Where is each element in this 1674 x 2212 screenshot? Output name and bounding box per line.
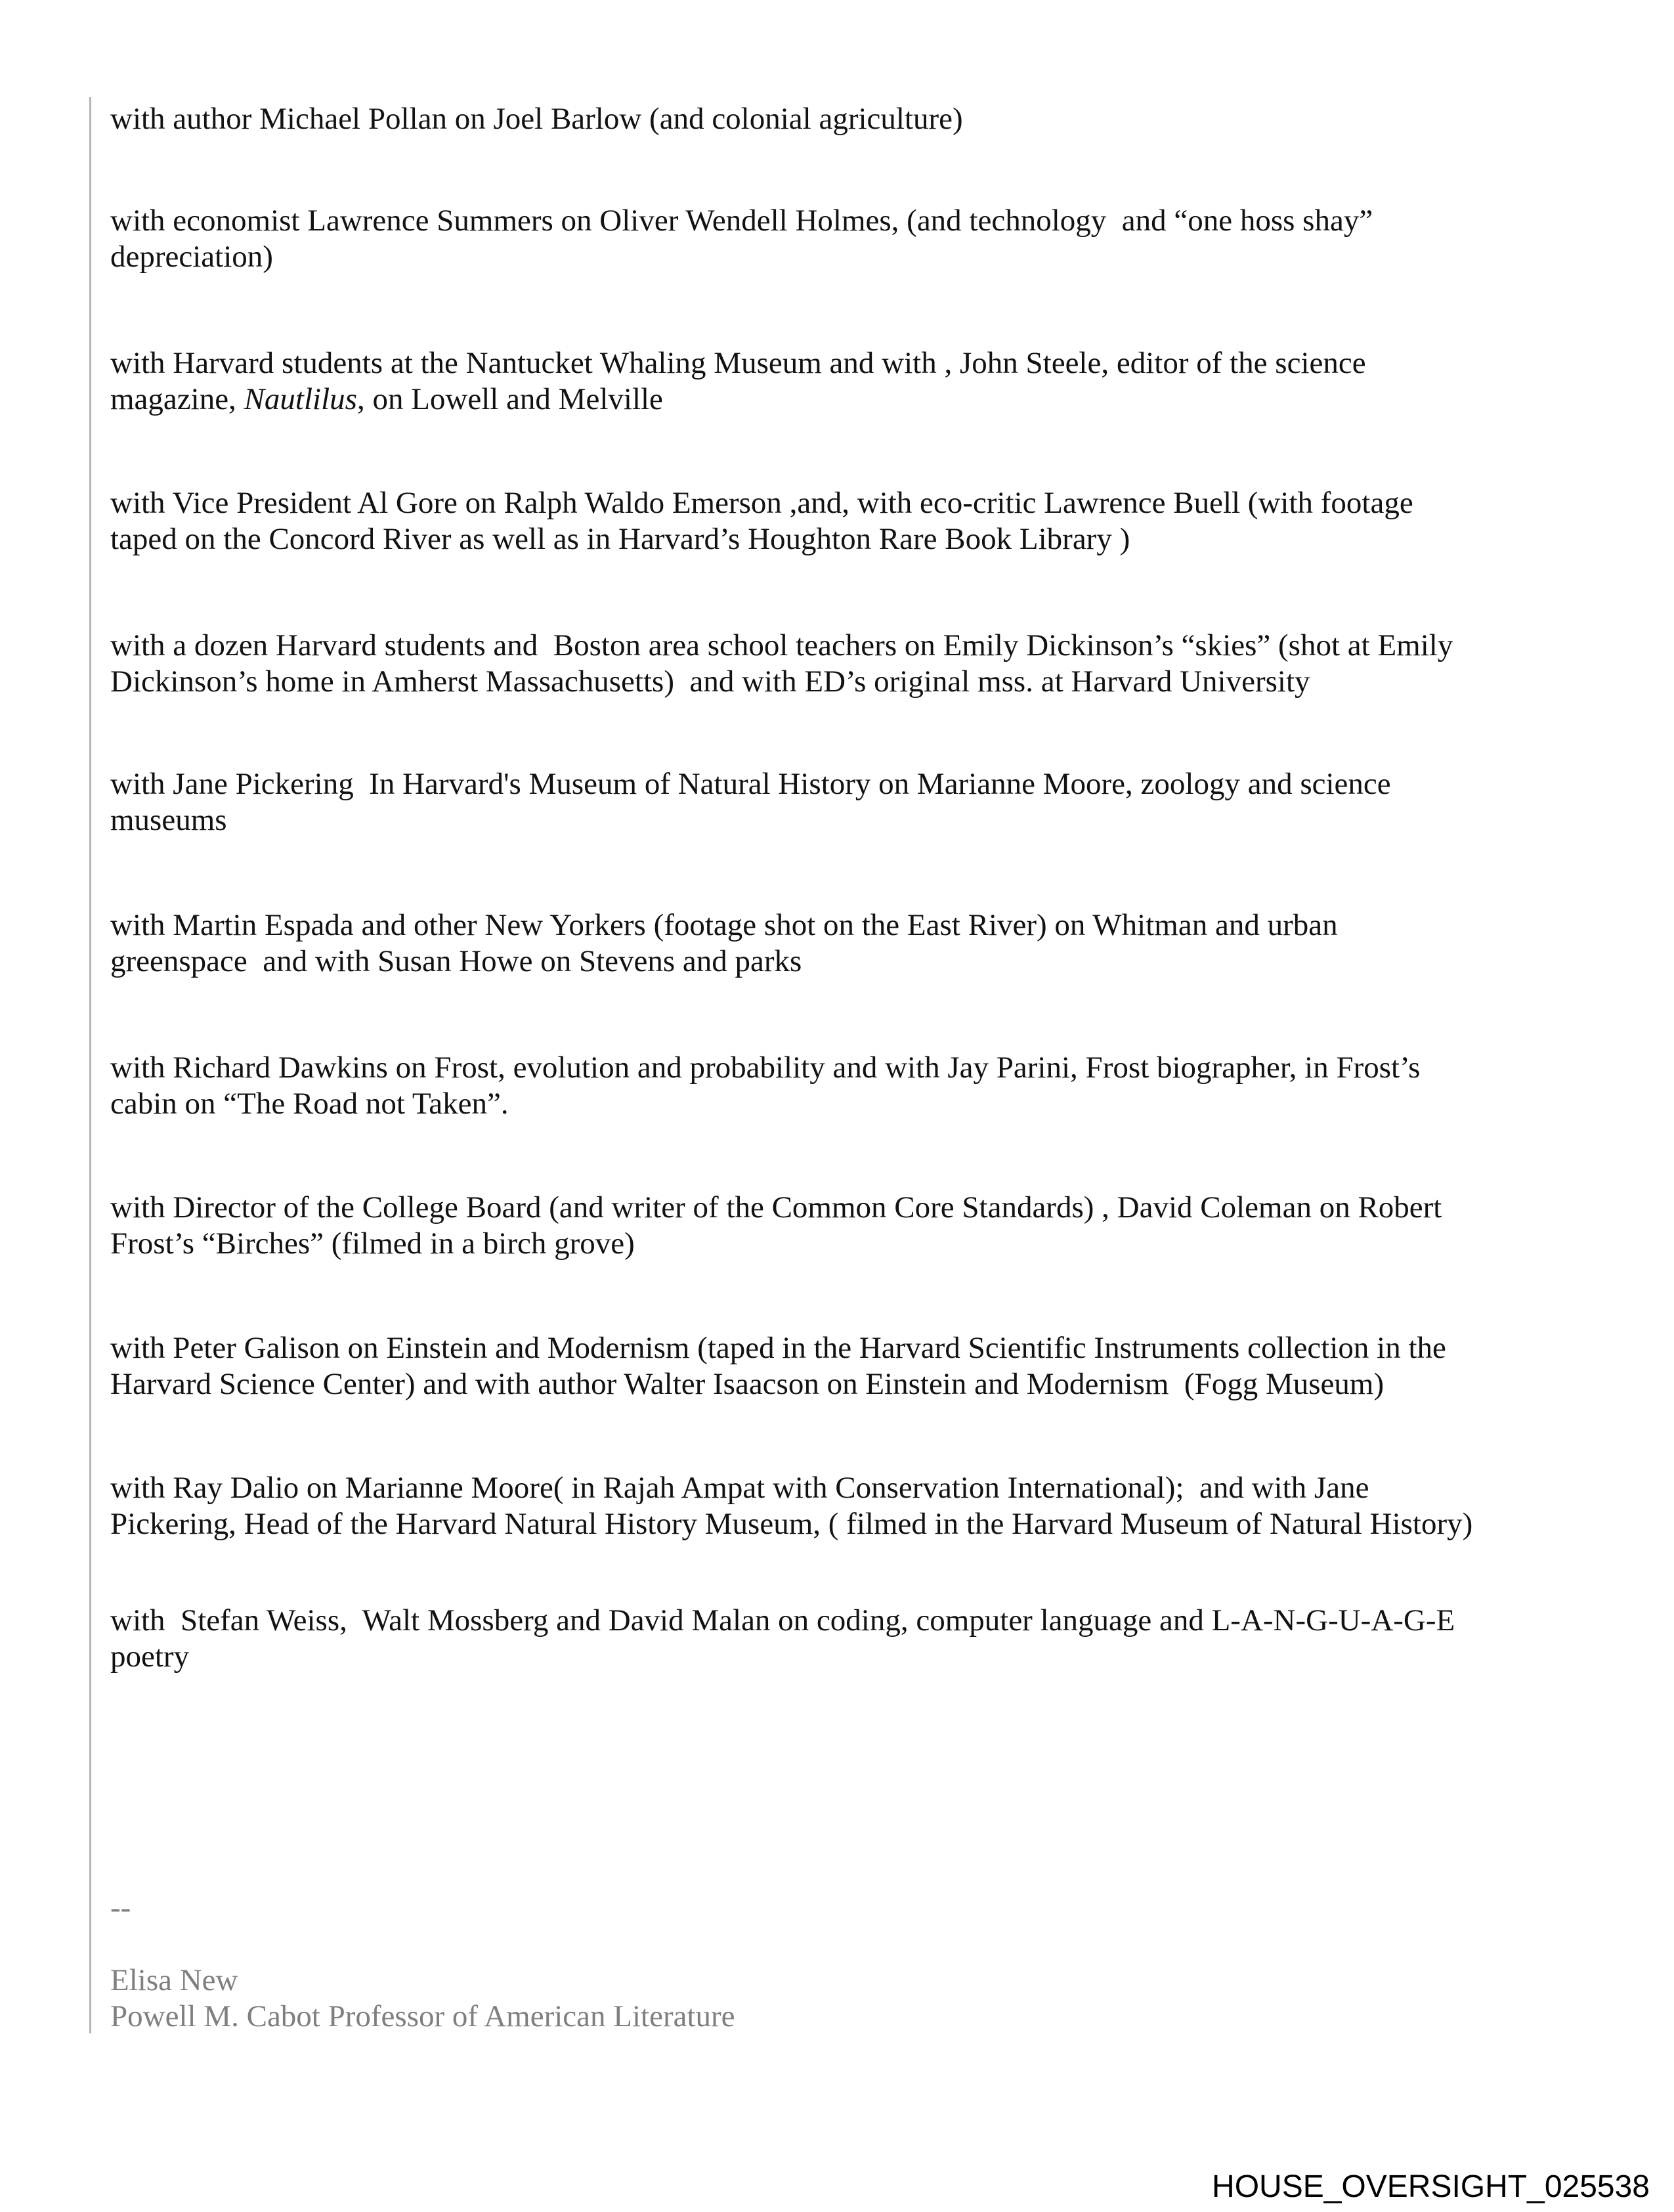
credit-paragraph [110, 1330, 1555, 1402]
credit-line: with Martin Espada and other New Yorkers (footage shot on the East River) on Whitman and urban [110, 908, 1338, 942]
credit-line: with Vice President Al Gore on Ralph Waldo Emerson ,and, with eco-critic Lawrence Buell (with footage [110, 486, 1413, 520]
credit-line: with economist Lawrence Summers on Oliver Wendell Holmes, (and technology and “one hoss shay” [110, 204, 1373, 238]
credit-paragraph [110, 628, 1555, 700]
credit-paragraph [110, 1470, 1555, 1542]
credit-line: with a dozen Harvard students and Boston area school teachers on Emily Dickinson’s “skies” (shot at Emily [110, 628, 1453, 662]
credit-line: with Jane Pickering In Harvard's Museum of Natural History on Marianne Moore, zoology and science [110, 767, 1391, 801]
signature-blank-line [110, 1926, 1555, 1963]
credit-line: poetry [110, 1639, 190, 1674]
credit-line: with Ray Dalio on Marianne Moore( in Rajah Ampat with Conservation International); and with Jane [110, 1471, 1369, 1505]
credit-line: with Peter Galison on Einstein and Modernism (taped in the Harvard Scientific Instruments collection in the [110, 1331, 1446, 1365]
credit-line-segment: , on Lowell and Melville [356, 382, 663, 416]
credit-line: depreciation) [110, 240, 273, 274]
signature-delimiter: -- [110, 1891, 131, 1925]
credit-line [110, 381, 1555, 418]
credit-line: Pickering, Head of the Harvard Natural History Museum, ( filmed in the Harvard Museum of Natural History) [110, 1507, 1473, 1541]
credit-line: Dickinson’s home in Amherst Massachusetts) and with ED’s original mss. at Harvard University [110, 664, 1310, 699]
credit-paragraph [110, 101, 1555, 137]
email-quote-bar [89, 97, 91, 2033]
credit-paragraph [110, 485, 1555, 557]
credit-line: Frost’s “Birches” (filmed in a birch grove) [110, 1226, 635, 1261]
bates-stamp: HOUSE_OVERSIGHT_025538 [1212, 2169, 1650, 2204]
credit-line: with author Michael Pollan on Joel Barlow (and colonial agriculture) [110, 102, 963, 136]
credit-line: Harvard Science Center) and with author Walter Isaacson on Einstein and Modernism (Fogg Museum) [110, 1367, 1384, 1401]
credit-paragraph [110, 1050, 1555, 1122]
credit-line: museums [110, 803, 227, 837]
credit-line: taped on the Concord River as well as in Harvard’s Houghton Rare Book Library ) [110, 522, 1130, 556]
magazine-title-italic: Nautlilus [244, 382, 357, 416]
signature-title: Powell M. Cabot Professor of American Literature [110, 1999, 735, 2033]
signature-block [110, 1890, 1555, 2035]
credit-line: with Stefan Weiss, Walt Mossberg and David Malan on coding, computer language and L-A-N-G-U-A-G-E [110, 1603, 1455, 1637]
credit-line: with Richard Dawkins on Frost, evolution and probability and with Jay Parini, Frost biographer, in Frost’s [110, 1051, 1421, 1085]
credit-paragraph [110, 1603, 1555, 1675]
credit-line: with Harvard students at the Nantucket Whaling Museum and with , John Steele, editor of the science [110, 346, 1366, 380]
credit-paragraph [110, 203, 1555, 275]
credit-line: greenspace and with Susan Howe on Stevens and parks [110, 944, 802, 978]
signature-name: Elisa New [110, 1963, 238, 1997]
credit-line: with Director of the College Board (and writer of the Common Core Standards) , David Coleman on Robert [110, 1190, 1442, 1225]
credit-line-segment: magazine, [110, 382, 244, 416]
credit-paragraph [110, 345, 1555, 418]
credit-paragraph [110, 1190, 1555, 1262]
credit-line: cabin on “The Road not Taken”. [110, 1087, 509, 1121]
credit-paragraph [110, 766, 1555, 838]
credit-paragraph [110, 907, 1555, 980]
